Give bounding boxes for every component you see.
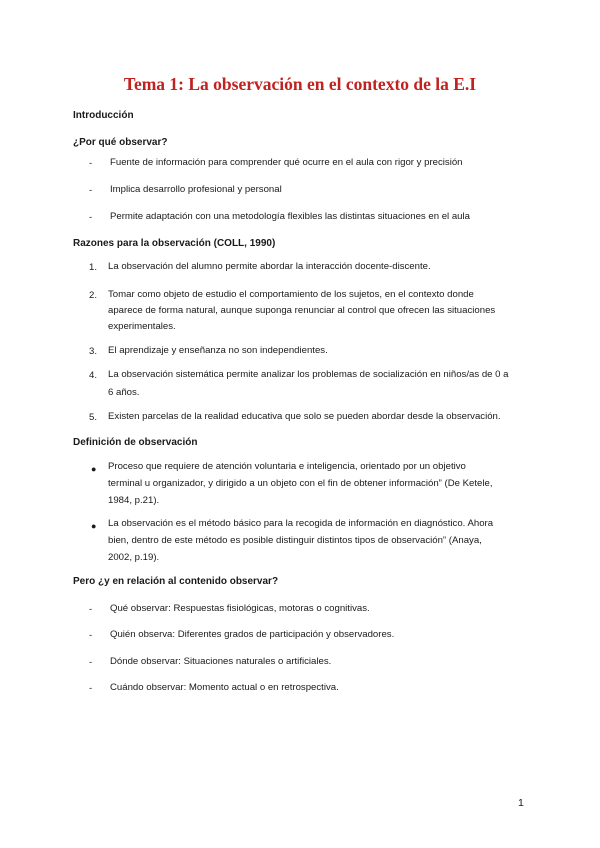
definition-line: 2002, p.19). bbox=[108, 552, 160, 563]
list-number: 1. bbox=[89, 262, 98, 273]
definition-heading: Definición de observación bbox=[73, 437, 198, 448]
list-number: 5. bbox=[89, 412, 98, 423]
definition-line: La observación es el método básico para la recogida de información en diagnóstico. Ahora bbox=[108, 518, 494, 529]
list-dash: - bbox=[89, 630, 93, 641]
why-item: Permite adaptación con una metodología flexibles las distintas situaciones en el aula bbox=[110, 211, 470, 222]
definition-line: Proceso que requiere de atención voluntaria e inteligencia, orientado por un objetivo bbox=[108, 461, 466, 472]
list-dash: - bbox=[89, 657, 93, 668]
list-number: 2. bbox=[89, 290, 98, 301]
page-title: Tema 1: La observación en el contexto de la E.I bbox=[123, 74, 477, 94]
content-item: Dónde observar: Situaciones naturales o artificiales. bbox=[110, 656, 332, 667]
definition-line: 1984, p.21). bbox=[108, 495, 160, 506]
why-item: Fuente de información para comprender qué ocurre en el aula con rigor y precisión bbox=[110, 157, 463, 168]
list-dash: - bbox=[89, 683, 93, 694]
why-item: Implica desarrollo profesional y personal bbox=[110, 184, 282, 195]
content-item: Quién observa: Diferentes grados de participación y observadores. bbox=[110, 629, 395, 640]
list-dash: - bbox=[89, 185, 93, 196]
reason-line: 6 años. bbox=[108, 387, 140, 398]
list-number: 4. bbox=[89, 370, 98, 381]
list-dash: - bbox=[89, 604, 93, 615]
list-number: 3. bbox=[89, 346, 98, 357]
content-item: Cuándo observar: Momento actual o en retrospectiva. bbox=[110, 682, 339, 693]
content-item: Qué observar: Respuestas fisiológicas, motoras o cognitivas. bbox=[110, 603, 370, 614]
why-heading: ¿Por qué observar? bbox=[73, 137, 168, 148]
reasons-heading: Razones para la observación (COLL, 1990) bbox=[73, 238, 276, 249]
definition-line: terminal u organizador, y dirigido a un objeto con el fin de obtener información” (De Ketele, bbox=[108, 478, 493, 489]
list-dash: - bbox=[89, 212, 93, 223]
reason-line: experimentales. bbox=[108, 321, 176, 332]
bullet-icon: ● bbox=[91, 521, 97, 531]
reason-line: aparece de forma natural, aunque suponga renunciar al control que ofrecen las situaciones bbox=[108, 305, 496, 316]
intro-heading: Introducción bbox=[73, 110, 134, 121]
reason-line: La observación del alumno permite abordar la interacción docente-discente. bbox=[108, 261, 431, 272]
content-heading: Pero ¿y en relación al contenido observar? bbox=[73, 576, 279, 587]
reason-line: La observación sistemática permite analizar los problemas de socialización en niños/as de 0 a bbox=[108, 369, 509, 380]
reason-line: Existen parcelas de la realidad educativa que solo se pueden abordar desde la observación. bbox=[108, 411, 501, 422]
reason-line: El aprendizaje y enseñanza no son independientes. bbox=[108, 345, 328, 356]
bullet-icon: ● bbox=[91, 464, 97, 474]
list-dash: - bbox=[89, 158, 93, 169]
reason-line: Tomar como objeto de estudio el comportamiento de los sujetos, en el contexto donde bbox=[108, 289, 474, 300]
page-number: 1 bbox=[518, 797, 524, 809]
definition-line: bien, dentro de este método es posible distinguir distintos tipos de observación” (Anaya, bbox=[108, 535, 482, 546]
